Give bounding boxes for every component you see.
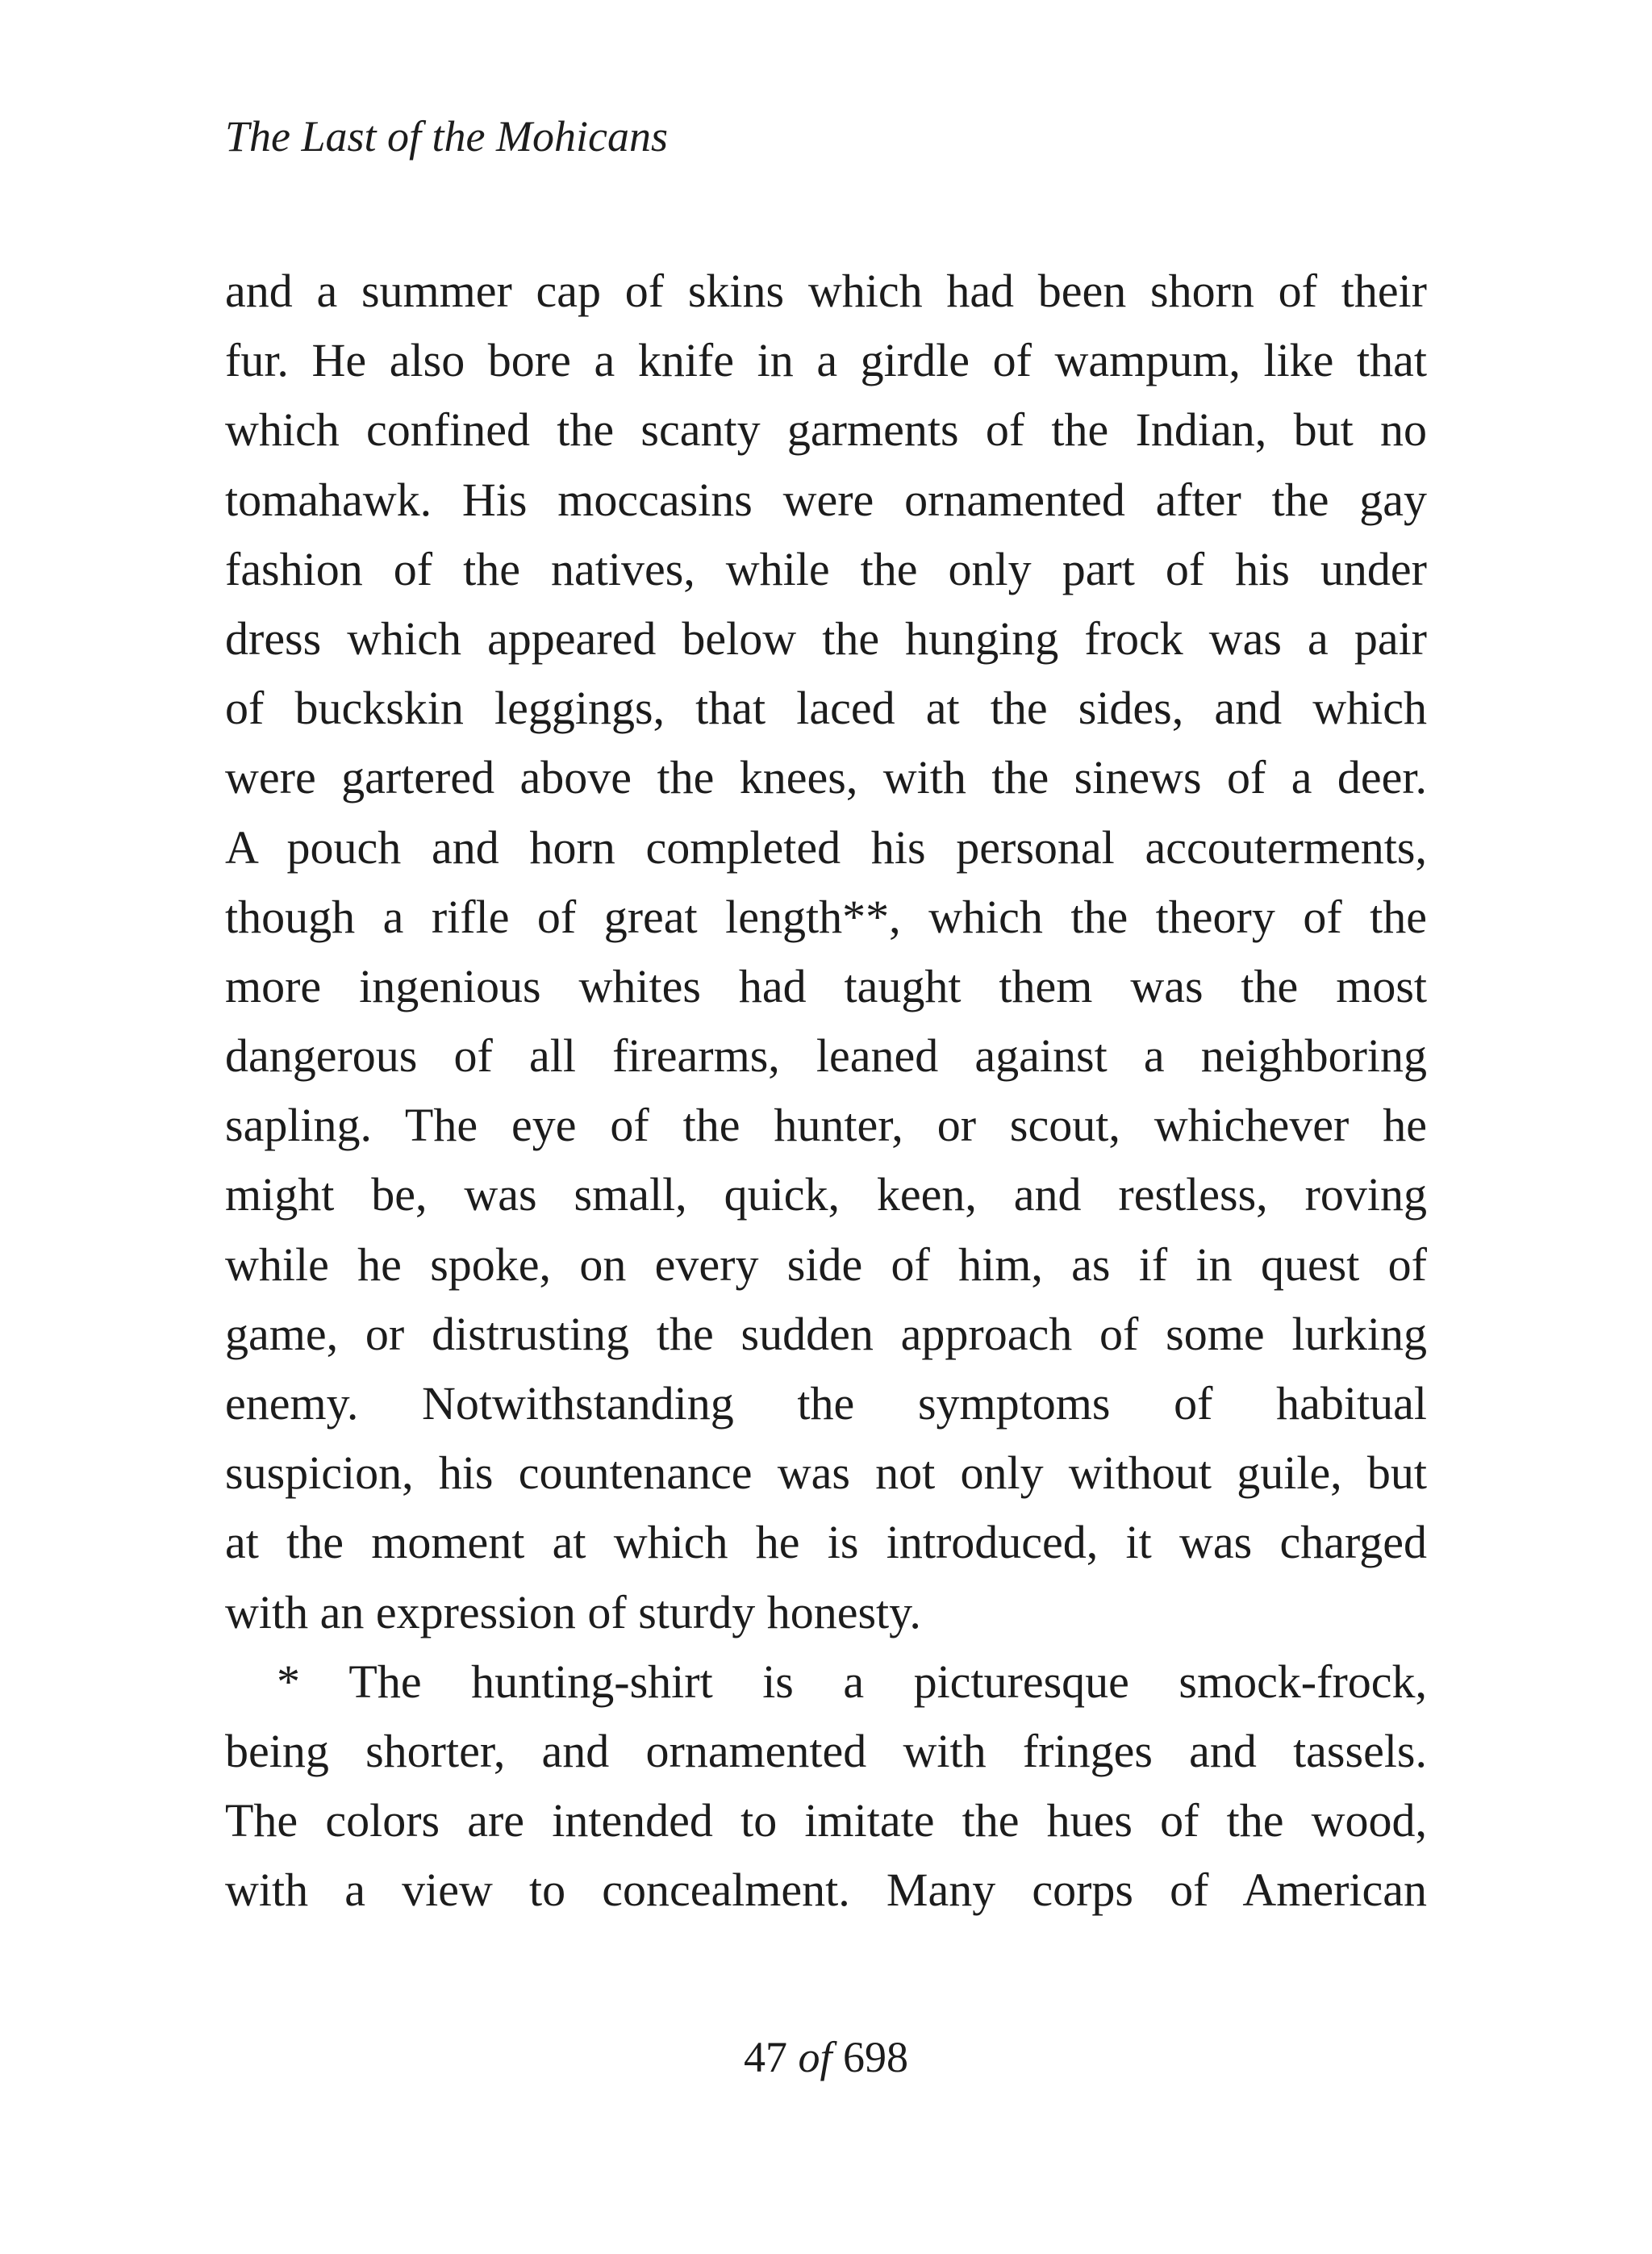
body-line: fur. He also bore a knife in a girdle of wampum, like that [225, 334, 1427, 387]
page-number-total: 698 [843, 2033, 908, 2081]
body-line: were gartered above the knees, with the sinews of a deer. [225, 751, 1427, 804]
body-line: game, or distrusting the sudden approach of some lurking [225, 1307, 1427, 1360]
running-head: The Last of the Mohicans [225, 112, 668, 161]
body-line: sapling. The eye of the hunter, or scout, whichever he [225, 1099, 1427, 1152]
body-line: suspicion, his countenance was not only without guile, but [225, 1446, 1427, 1500]
body-line: might be, was small, quick, keen, and restless, roving [225, 1168, 1427, 1221]
footnote-line: being shorter, and ornamented with fringes and tassels. [225, 1724, 1427, 1777]
body-line: fashion of the natives, while the only part of his under [225, 542, 1427, 595]
body-line: at the moment at which he is introduced, it was charged [225, 1516, 1427, 1569]
body-line: though a rifle of great length**, which the theory of the [225, 890, 1427, 943]
page-number-of: of [798, 2033, 832, 2081]
body-line: which confined the scanty garments of the Indian, but no [225, 403, 1427, 457]
page-number [0, 2029, 1652, 2085]
body-line: and a summer cap of skins which had been shorn of their [225, 265, 1427, 317]
footnote-line: * The hunting-shirt is a picturesque smock-frock, [277, 1655, 1427, 1708]
body-line: while he spoke, on every side of him, as if in quest of [225, 1238, 1427, 1291]
body-line-last: with an expression of sturdy honesty. [225, 1585, 921, 1638]
footnote-line: The colors are intended to imitate the hues of the wood, [225, 1794, 1427, 1847]
body-line: of buckskin leggings, that laced at the sides, and which [225, 682, 1427, 735]
body-line: dress which appeared below the hunging frock was a pair [225, 612, 1427, 665]
page-text [225, 257, 1427, 1926]
body-line: A pouch and horn completed his personal accouterments, [225, 820, 1427, 874]
body-line: dangerous of all firearms, leaned against a neighboring [225, 1029, 1427, 1083]
body-line: more ingenious whites had taught them was the most [225, 959, 1427, 1012]
page-number-current: 47 [743, 2033, 787, 2081]
footnote-line: with a view to concealment. Many corps of American [225, 1864, 1427, 1917]
body-line: enemy. Notwithstanding the symptoms of habitual [225, 1377, 1427, 1430]
body-line: tomahawk. His moccasins were ornamented after the gay [225, 473, 1427, 526]
